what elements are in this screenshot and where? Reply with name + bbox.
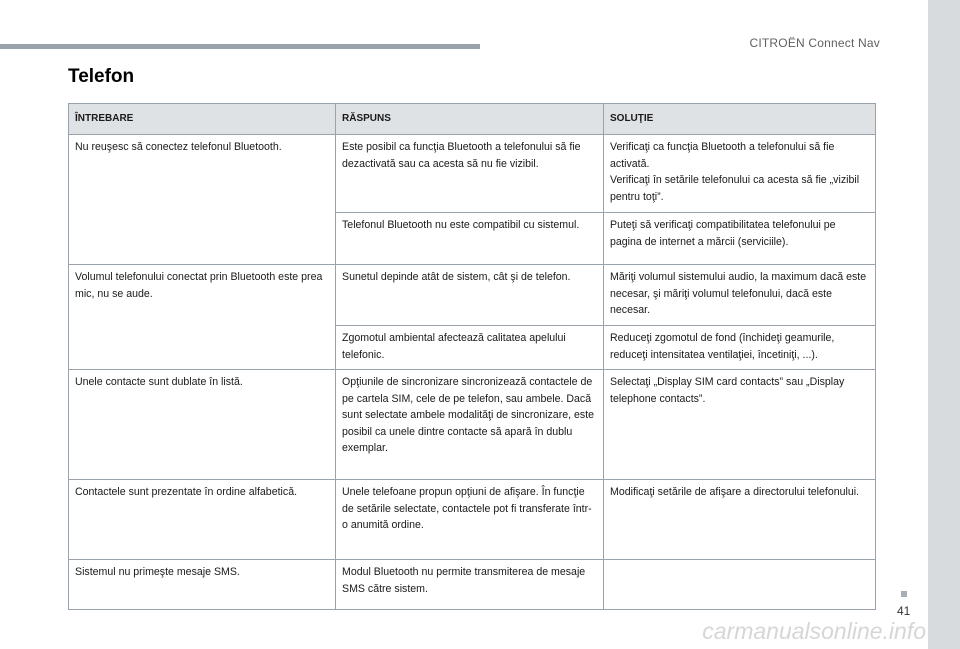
answer-text: Este posibil ca funcţia Bluetooth a telefonului să fie dezactivată sau ca acesta să nu fie vizibil.: [342, 141, 581, 170]
answer-text: Opţiunile de sincronizare sincronizează contactele de pe cartela SIM, cele de pe telefon, sau ambele. Dacă sunt selectate ambele modalităţi de sincronizare, este posibil ca unele dintre contacte să apară în dublu exemplar.: [342, 376, 595, 454]
question-cell: [69, 265, 336, 370]
page-marker: [901, 591, 907, 597]
solution-cell: [604, 213, 876, 265]
page-number: 41: [897, 604, 911, 618]
watermark: carmanualsonline.info: [702, 618, 926, 644]
solution-cell: [604, 265, 876, 326]
table-row: [69, 135, 876, 213]
solution-text: Reduceţi zgomotul de fond (închideţi geamurile, reduceţi intensitatea ventilaţiei, încetiniţi, ...).: [610, 332, 835, 361]
solution-cell: [604, 135, 876, 213]
answer-cell: [336, 213, 604, 265]
answer-cell: [336, 480, 604, 560]
answer-cell: [336, 326, 604, 370]
question-cell: [69, 135, 336, 265]
top-rule: [0, 44, 480, 49]
question-text: Sistemul nu primeşte mesaje SMS.: [75, 566, 240, 578]
brand-label: CITROËN Connect Nav: [749, 36, 880, 50]
answer-cell: [336, 135, 604, 213]
question-cell: [69, 560, 336, 610]
table-row: [69, 265, 876, 326]
column-header-solution: SOLUŢIE: [604, 104, 876, 135]
table-header-row: [69, 104, 876, 135]
question-text: Nu reuşesc să conectez telefonul Bluetooth.: [75, 141, 282, 153]
column-header-question: ÎNTREBARE: [69, 104, 336, 135]
answer-cell: [336, 560, 604, 610]
answer-text: Zgomotul ambiental afectează calitatea apelului telefonic.: [342, 332, 566, 361]
question-text: Volumul telefonului conectat prin Bluetooth este prea mic, nu se aude.: [75, 271, 323, 300]
side-strip: [928, 0, 960, 649]
question-cell: [69, 480, 336, 560]
solution-text: Măriţi volumul sistemului audio, la maximum dacă este necesar, şi măriţi volumul telefonului, dacă este necesar.: [610, 271, 867, 316]
solution-text: Verificaţi ca funcţia Bluetooth a telefonului să fie activată. Verificaţi în setările telefonului ca acesta să fie „vizibil pentru toţi”.: [610, 141, 860, 203]
solution-text: Modificaţi setările de afişare a directorului telefonului.: [610, 486, 860, 498]
question-cell: [69, 370, 336, 480]
solution-cell: [604, 560, 876, 610]
question-text: Unele contacte sunt dublate în listă.: [75, 376, 243, 388]
answer-text: Modul Bluetooth nu permite transmiterea de mesaje SMS către sistem.: [342, 566, 586, 595]
answer-text: Telefonul Bluetooth nu este compatibil cu sistemul.: [342, 219, 580, 231]
answer-cell: [336, 370, 604, 480]
solution-text: Puteţi să verificaţi compatibilitatea telefonului pe pagina de internet a mărcii (serviciile).: [610, 219, 836, 248]
solution-cell: [604, 480, 876, 560]
answer-text: Unele telefoane propun opţiuni de afişare. În funcţie de setările selectate, contactele pot fi transferate într-o anumită ordine.: [342, 486, 592, 531]
table-row: [69, 480, 876, 560]
faq-table: [68, 103, 876, 610]
answer-text: Sunetul depinde atât de sistem, cât şi de telefon.: [342, 271, 571, 283]
column-header-answer: RĂSPUNS: [336, 104, 604, 135]
solution-text: Selectaţi „Display SIM card contacts” sau „Display telephone contacts”.: [610, 376, 845, 405]
solution-cell: [604, 326, 876, 370]
answer-cell: [336, 265, 604, 326]
question-text: Contactele sunt prezentate în ordine alfabetică.: [75, 486, 298, 498]
solution-cell: [604, 370, 876, 480]
table-row: [69, 370, 876, 480]
table-row: [69, 560, 876, 610]
page-title: Telefon: [68, 66, 135, 87]
